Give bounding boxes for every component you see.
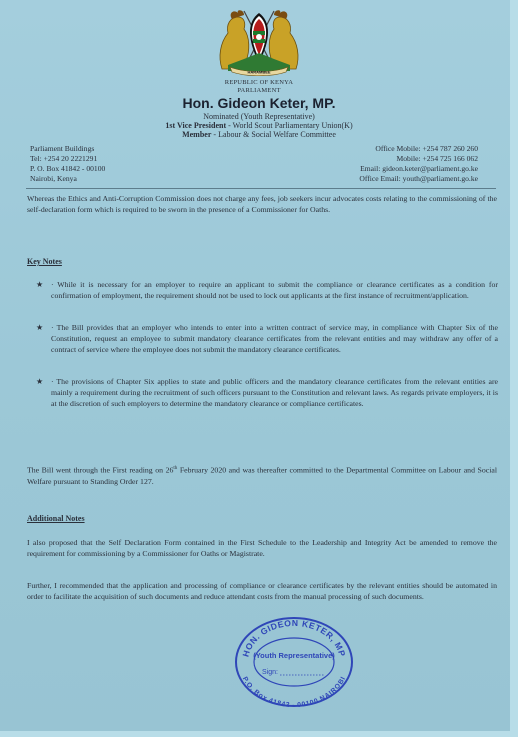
first-reading-text-rest: February 2020 and was thereafter committed to the Departmental Committee on Labour and Social Welfare pursuant to Standing Order 127. [27, 465, 497, 486]
star-bullet-icon: ★ [36, 280, 44, 289]
star-bullet-icon: ★ [36, 323, 44, 332]
official-stamp [232, 612, 356, 708]
vp-organisation: - World Scout Parliamentary Union(K) [226, 121, 353, 130]
key-note-item [36, 376, 498, 410]
additional-note-paragraph: Further, I recommended that the application and processing of compliance or clearance certificates by the relevant entities should be automated in order to facilitate the acquisition of such documents and reduce attendant costs from the manual processing of such documents. [27, 581, 497, 602]
contact-details [359, 144, 478, 184]
additional-notes-heading: Additional Notes [27, 514, 85, 523]
address-line: Parliament Buildings [30, 144, 95, 153]
star-bullet-icon: ★ [36, 377, 44, 386]
stamp-bottom-text: P.O. Box 41842 - 00100 NAIROBI [240, 675, 348, 708]
header-divider [26, 188, 496, 189]
kenya-coat-of-arms-icon [214, 3, 304, 77]
stamp-sign-label: Sign: [262, 669, 278, 676]
key-note-text: · The provisions of Chapter Six applies to state and public officers and the mandatory clearance certificates from the relevant entities are mainly a requirement during the recruitment of such officers pursuant to the Constitution and relevant laws. As regards private employers, it is at the discretion of such employers to determine the mandatory clearance or compliance certificates. [51, 377, 498, 409]
crest-motto: HARAMBEE [247, 69, 271, 75]
address-line: P. O. Box 41842 - 00100 [30, 164, 106, 173]
intro-paragraph: Whereas the Ethics and Anti-Corruption Commission does not charge any fees, job seekers incur advocates costs relating to the commissioning of the self-declaration form which is required to be sworn in the presence of a Commissioner for Oaths. [27, 194, 497, 215]
postal-address [30, 144, 105, 184]
vp-title: 1st Vice President [165, 121, 227, 130]
email: Email: gideon.keter@parliament.go.ke [360, 164, 478, 173]
member-title: Member [182, 130, 212, 139]
key-note-item [36, 279, 498, 301]
key-note-item [36, 322, 498, 356]
address-line: Nairobi, Kenya [30, 174, 77, 183]
svg-text:P.O. Box 41842 - 00100 NAIROBI [241, 676, 347, 708]
committee-line [0, 130, 518, 139]
office-email: Office Email: youth@parliament.go.ke [359, 174, 478, 183]
vice-president-line [0, 121, 518, 130]
stamp-middle-text: (Youth Representative) [253, 651, 335, 660]
key-note-text: · While it is necessary for an employer to require an applicant to submit the compliance or clearance certificates as a condition for confirmation of employment, the requirement should not be used to lock out applicants at the first instance of recruitment/application. [51, 280, 498, 301]
first-reading-paragraph [27, 463, 497, 487]
key-note-text: · The Bill provides that an employer who intends to enter into a written contract of service may, in compliance with Chapter Six of the Constitution, request an employee to submit mandatory clearance certificates from the relevant entities and may withdraw any offer of a contract of service where the employee does not submit the mandatory clearance certificates. [51, 323, 498, 355]
stamp-top-text: HON. GIDEON KETER, MP [240, 617, 348, 658]
page-edge-bottom [0, 731, 518, 737]
office-mobile: Office Mobile: +254 787 260 260 [375, 144, 478, 153]
republic-line: REPUBLIC OF KENYA [224, 79, 294, 86]
mobile: Mobile: +254 725 166 062 [396, 154, 478, 163]
additional-note-paragraph: I also proposed that the Self Declaration Form contained in the First Schedule to the Leadership and Integrity Act be amended to remove the requirement for commissioning by a Commissioner for Oaths or Magistrate. [27, 538, 497, 559]
address-line: Tel: +254 20 2221291 [30, 154, 98, 163]
first-reading-text: The Bill went through the First reading on 26 [27, 465, 174, 475]
member-committee: - Labour & Social Welfare Committee [211, 130, 336, 139]
member-name: Hon. Gideon Keter, MP. [182, 95, 336, 111]
date-ordinal: th [173, 466, 178, 471]
parliament-line: PARLIAMENT [237, 87, 281, 94]
nominated-line: Nominated (Youth Representative) [203, 112, 315, 121]
key-notes-heading: Key Notes [27, 257, 62, 266]
